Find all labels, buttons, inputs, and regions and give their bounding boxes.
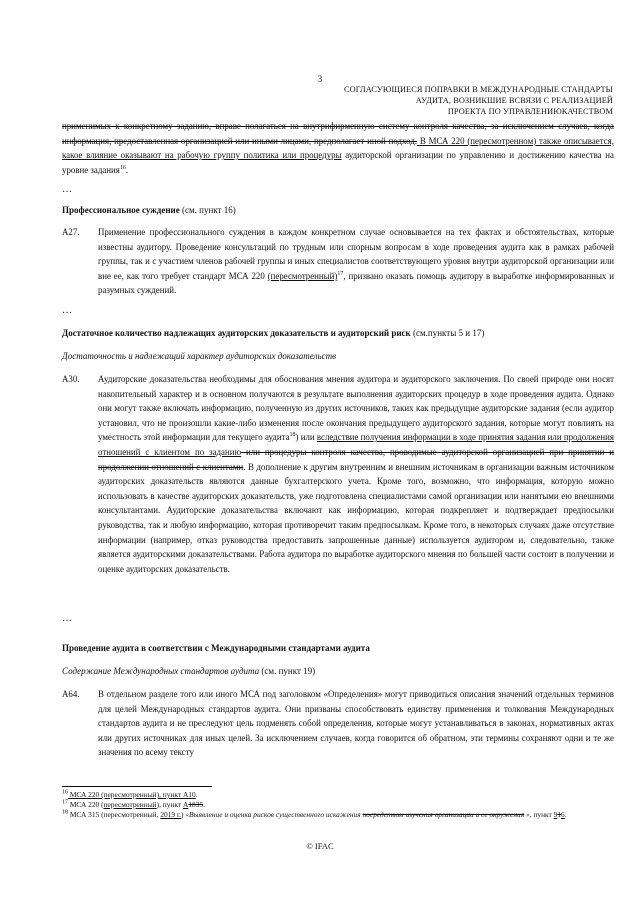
- intro-paragraph: применимых к конкретному заданию, вправе полагаться на внутрифирменную систему контроля качества, за исключением случаев, когда информация, предоставленная организацией или иными лицами, предполагает иной подход. В МСА 220 (пересмотренном) также описывается, какое влияние оказывают на рабочую группу политика или процедуры аудиторской организации по управлению и достижению качества на уровне задания$^{16}$.: [62, 121, 614, 175]
- paragraph-number: A27.: [62, 227, 80, 237]
- subsection-heading-isa-content: Содержание Международных стандартов аудита (см. пункт 19): [62, 666, 316, 676]
- ellipsis: …: [62, 184, 73, 195]
- section-heading-conduct-audit: Проведение аудита в соответствии с Международными стандартами аудита: [62, 643, 370, 653]
- section-heading-sufficient-evidence: Достаточное количество надлежащих аудиторских доказательств и аудиторский риск (см.пункты 5 и 17): [62, 328, 485, 338]
- running-header: [344, 84, 613, 117]
- paragraph-number: A64.: [62, 689, 80, 699]
- header-line-3: ПРОЕКТА ПО УПРАВЛЕНИЮКАЧЕСТВОМ: [447, 107, 613, 116]
- subsection-heading-sufficiency: Достаточность и надлежащий характер аудиторских доказательств: [62, 351, 336, 361]
- inserted-text: вследствие получения информации в ходе принятия задания или продолжения отношений с клиентом по заданию: [98, 432, 614, 457]
- deleted-text: применимых к конкретному заданию, вправе полагаться на внутрифирменную систему контроля качества, за исключением случаев, когда информация, предоставленная организацией или иными лицами, предполагает иной подход.: [62, 121, 614, 146]
- inserted-text: В МСА 220 (пересмотренном) также описывается, какое влияние оказывают на рабочую группу политика или процедуры: [62, 135, 614, 161]
- footnote-18: $^{18}$ МСА 315 (пересмотренный, 2019 г.) «Выявление и оценка рисков существенного искажения посредством изучения организации и ее окружения », пункт 916.: [62, 809, 567, 819]
- paragraph-a64: [62, 687, 614, 777]
- page-number: 3: [317, 74, 323, 84]
- header-line-2: АУДИТА, ВОЗНИКШИЕ ВСВЯЗИ С РЕАЛИЗАЦИЕЙ: [415, 96, 613, 105]
- footnote-ref-17: 17: [337, 270, 344, 277]
- paragraph-number: A30.: [62, 374, 80, 384]
- header-line-1: СОГЛАСУЮЩИЕСЯ ПОПРАВКИ В МЕЖДУНАРОДНЫЕ СТАНДАРТЫ: [343, 85, 613, 94]
- footnote-16: $^{16}$ МСА 220 (пересмотренный), пункт А10.: [62, 789, 198, 799]
- paragraph-a30: [62, 372, 614, 612]
- footnote-ref-18: 18: [289, 432, 296, 439]
- footnote-17: $^{17}$ МСА 220 (пересмотренный), пункт A1835.: [62, 799, 205, 809]
- section-heading-professional-judgment: Профессиональное суждение (см. пункт 16): [62, 205, 236, 215]
- paragraph-text: В отдельном разделе того или иного МСА под заголовком «Определения» могут приводиться описания значений отдельных терминов для целей Международных стандартов аудита. Они призваны способствовать единству применения и толкования Международных стандартов аудита и не преследуют цель подменять собой определения, которые могут устанавливаться в законах, нормативных актах или других источниках для иных целей. За исключением случаев, когда говорится об обратном, эти термины сохраняют одни и те же значения по всему тексту: [98, 689, 614, 758]
- paragraph-text: Аудиторские доказательства необходимы для обоснования мнения аудитора и аудиторского заключения. По своей природе они носят накопительный характер и в основном получаются в результате выполнения аудиторских процедур в ходе проведения аудита. Однако они могут также включать информацию, полученную из других источников, таких как предыдущие аудиторские задания (если аудитор установил, что не произошли какие-либо изменения после окончания предыдущего аудиторского задания, которые могут повлиять на уместность этой информации для текущего аудита$^{18}$) или вследствие получения информации в ходе принятия задания или продолжения отношений с клиентом по заданию или процедуры контроля качества, проводимые аудиторской организацией при принятии и продолжении отношений с клиентами. В дополнение к другим внутренним и внешним источникам в организации важным источником аудиторских доказательств являются данные бухгалтерского учета. Кроме того, возможно, что информация, которую можно использовать в качестве аудиторских доказательств, уже подготовлена специалистами самой организации или нанятыми ею внешними консультантами. Аудиторские доказательства включают как информацию, которая подкрепляет и подтверждает предпосылки руководства, так и любую информацию, которая противоречит таким предпосылкам. Кроме того, в некоторых случаях даже отсутствие информации (например, отказ руководства предоставить запрошенные данные) используется аудитором и, следовательно, также является аудиторскими доказательствами. Работа аудитора по выработке аудиторского мнения по большей части состоит в получении и оценке аудиторских доказательств.: [98, 374, 614, 574]
- paragraph-a27: [62, 225, 614, 305]
- deleted-text: или процедуры контроля качества, проводимые аудиторской организацией при принятии и продолжении отношений с клиентами: [98, 446, 614, 472]
- ellipsis: …: [62, 305, 73, 316]
- page-footer-copyright: © IFAC: [306, 841, 334, 851]
- footnote-ref-16: 16: [119, 164, 126, 171]
- footnote-separator: [62, 786, 212, 787]
- ellipsis: …: [62, 613, 73, 624]
- paragraph-text: Применение профессионального суждения в каждом конкретном случае основывается на тех фактах и обстоятельствах, которые известны аудитору. Проведение консультаций по трудным или спорным вопросам в ходе проведения аудита как в рамках рабочей группы, так и с участием членов рабочей группы и иных специалистов соответствующего уровня внутри аудиторской организации или вне ее, как того требует стандарт МСА 220 (пересмотренный)$^{17}$, призвано оказать помощь аудитору в выработке информированных и разумных суждений.: [98, 227, 615, 296]
- plain-text: аудиторской организации по управлению и достижению качества на уровне задания: [62, 150, 614, 175]
